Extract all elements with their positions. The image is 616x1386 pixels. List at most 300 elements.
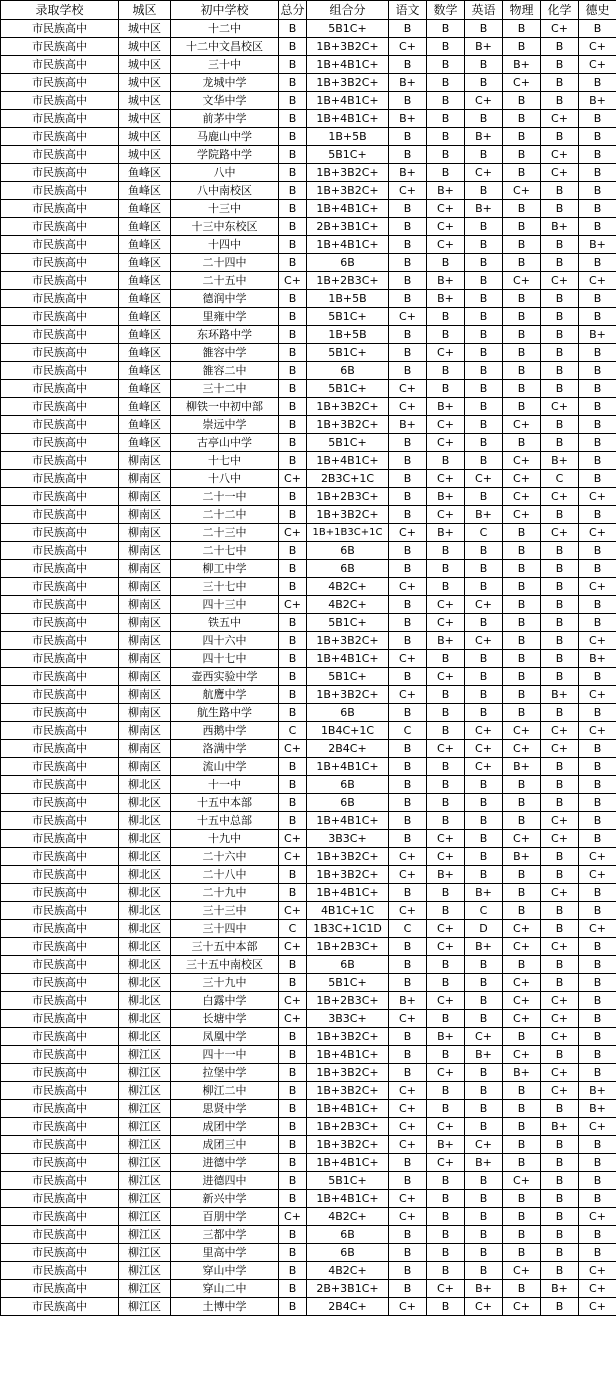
cell-english: C+ (465, 758, 503, 776)
cell-morality-history: C+ (579, 848, 616, 866)
cell-district: 鱼峰区 (119, 272, 171, 290)
cell-chemistry: B (541, 1100, 579, 1118)
cell-physics: B (503, 1100, 541, 1118)
cell-total: B (279, 1046, 307, 1064)
cell-chinese: C+ (389, 866, 427, 884)
table-row (1, 542, 616, 560)
cell-combo-score: 2B+3B1C+ (307, 1280, 389, 1298)
cell-combo-score: 1B+4B1C+ (307, 812, 389, 830)
cell-morality-history: B+ (579, 236, 616, 254)
cell-math: B (427, 650, 465, 668)
cell-english: D (465, 920, 503, 938)
table-row (1, 380, 616, 398)
cell-total: B (279, 866, 307, 884)
header-chinese: 语文 (389, 1, 427, 20)
cell-chinese: C+ (389, 686, 427, 704)
cell-physics: C+ (503, 1010, 541, 1028)
cell-combo-score: 1B+4B1C+ (307, 92, 389, 110)
cell-chinese: C+ (389, 1190, 427, 1208)
cell-physics: C+ (503, 1298, 541, 1316)
cell-total: B (279, 1244, 307, 1262)
cell-admission-school: 市民族高中 (1, 452, 119, 470)
cell-total: B (279, 1064, 307, 1082)
cell-admission-school: 市民族高中 (1, 398, 119, 416)
cell-middle-school: 十二中 (171, 20, 279, 38)
cell-morality-history: B (579, 1244, 616, 1262)
cell-middle-school: 三都中学 (171, 1226, 279, 1244)
cell-admission-school: 市民族高中 (1, 470, 119, 488)
cell-chemistry: B (541, 38, 579, 56)
cell-middle-school: 东环路中学 (171, 326, 279, 344)
cell-district: 柳江区 (119, 1208, 171, 1226)
cell-math: B (427, 1082, 465, 1100)
cell-middle-school: 进德中学 (171, 1154, 279, 1172)
cell-combo-score: 1B+3B2C+ (307, 848, 389, 866)
cell-chinese: B (389, 470, 427, 488)
cell-math: C+ (427, 1118, 465, 1136)
cell-physics: C+ (503, 488, 541, 506)
cell-chinese: B (389, 776, 427, 794)
cell-english: B (465, 272, 503, 290)
cell-combo-score: 1B+2B3C+ (307, 488, 389, 506)
cell-english: B+ (465, 38, 503, 56)
cell-morality-history: B (579, 812, 616, 830)
cell-physics: B (503, 38, 541, 56)
cell-chinese: B (389, 956, 427, 974)
cell-math: C+ (427, 1280, 465, 1298)
cell-combo-score: 2B4C+ (307, 740, 389, 758)
cell-chinese: B (389, 146, 427, 164)
cell-english: B (465, 146, 503, 164)
cell-physics: B (503, 704, 541, 722)
cell-chinese: B (389, 614, 427, 632)
cell-total: B (279, 92, 307, 110)
cell-admission-school: 市民族高中 (1, 848, 119, 866)
cell-middle-school: 三十二中 (171, 380, 279, 398)
cell-chinese: B (389, 560, 427, 578)
table-row (1, 326, 616, 344)
cell-math: C+ (427, 200, 465, 218)
table-row (1, 1064, 616, 1082)
cell-math: B (427, 758, 465, 776)
cell-physics: C+ (503, 740, 541, 758)
cell-chinese: B (389, 200, 427, 218)
cell-english: B (465, 452, 503, 470)
table-row (1, 866, 616, 884)
cell-morality-history: B (579, 1028, 616, 1046)
cell-english: B (465, 974, 503, 992)
cell-chinese: B (389, 938, 427, 956)
cell-morality-history: B (579, 992, 616, 1010)
cell-chinese: C+ (389, 650, 427, 668)
cell-district: 柳南区 (119, 650, 171, 668)
cell-physics: B (503, 650, 541, 668)
cell-district: 鱼峰区 (119, 218, 171, 236)
cell-math: B (427, 362, 465, 380)
cell-english: B (465, 776, 503, 794)
cell-math: B (427, 326, 465, 344)
cell-total: C+ (279, 830, 307, 848)
cell-morality-history: B (579, 956, 616, 974)
cell-combo-score: 1B+4B1C+ (307, 236, 389, 254)
cell-combo-score: 1B+4B1C+ (307, 884, 389, 902)
cell-combo-score: 1B+3B2C+ (307, 164, 389, 182)
cell-total: B (279, 1082, 307, 1100)
table-row (1, 686, 616, 704)
cell-chinese: B+ (389, 110, 427, 128)
cell-district: 柳江区 (119, 1280, 171, 1298)
cell-physics: B (503, 362, 541, 380)
cell-math: B (427, 74, 465, 92)
cell-chemistry: B (541, 1298, 579, 1316)
cell-english: B (465, 830, 503, 848)
cell-morality-history: C+ (579, 488, 616, 506)
cell-chinese: B (389, 740, 427, 758)
cell-math: B (427, 542, 465, 560)
cell-combo-score: 3B3C+ (307, 830, 389, 848)
cell-math: C+ (427, 740, 465, 758)
cell-chemistry: B (541, 668, 579, 686)
cell-district: 柳北区 (119, 830, 171, 848)
cell-physics: B (503, 1280, 541, 1298)
cell-middle-school: 四十一中 (171, 1046, 279, 1064)
cell-physics: B (503, 1244, 541, 1262)
table-row (1, 632, 616, 650)
cell-district: 柳江区 (119, 1118, 171, 1136)
cell-total: C+ (279, 848, 307, 866)
cell-total: B (279, 398, 307, 416)
cell-admission-school: 市民族高中 (1, 1046, 119, 1064)
cell-english: C+ (465, 632, 503, 650)
cell-physics: B (503, 1136, 541, 1154)
cell-total: B (279, 452, 307, 470)
cell-combo-score: 5B1C+ (307, 1172, 389, 1190)
cell-middle-school: 十四中 (171, 236, 279, 254)
table-row (1, 146, 616, 164)
cell-chemistry: B (541, 614, 579, 632)
cell-math: B (427, 92, 465, 110)
cell-english: B (465, 1118, 503, 1136)
cell-district: 柳北区 (119, 956, 171, 974)
cell-district: 鱼峰区 (119, 290, 171, 308)
cell-district: 城中区 (119, 128, 171, 146)
cell-district: 柳南区 (119, 668, 171, 686)
cell-combo-score: 1B+4B1C+ (307, 1190, 389, 1208)
cell-middle-school: 雒容二中 (171, 362, 279, 380)
cell-english: B (465, 398, 503, 416)
cell-combo-score: 6B (307, 362, 389, 380)
cell-math: C+ (427, 344, 465, 362)
table-row (1, 848, 616, 866)
cell-combo-score: 1B+3B2C+ (307, 398, 389, 416)
cell-morality-history: B (579, 254, 616, 272)
cell-district: 城中区 (119, 146, 171, 164)
cell-english: B (465, 1010, 503, 1028)
table-row (1, 1154, 616, 1172)
cell-morality-history: B (579, 902, 616, 920)
cell-chemistry: B (541, 578, 579, 596)
cell-total: C+ (279, 596, 307, 614)
cell-combo-score: 4B2C+ (307, 596, 389, 614)
cell-morality-history: B (579, 542, 616, 560)
cell-district: 鱼峰区 (119, 380, 171, 398)
cell-total: C (279, 722, 307, 740)
cell-admission-school: 市民族高中 (1, 488, 119, 506)
cell-combo-score: 1B+5B (307, 128, 389, 146)
cell-middle-school: 洛满中学 (171, 740, 279, 758)
cell-english: B (465, 650, 503, 668)
cell-chinese: B (389, 1046, 427, 1064)
cell-english: B (465, 218, 503, 236)
cell-middle-school: 长塘中学 (171, 1010, 279, 1028)
cell-physics: B (503, 1154, 541, 1172)
cell-english: B (465, 848, 503, 866)
table-row (1, 974, 616, 992)
cell-total: B (279, 812, 307, 830)
cell-math: B (427, 56, 465, 74)
cell-physics: B (503, 542, 541, 560)
table-row (1, 1190, 616, 1208)
cell-chemistry: C+ (541, 884, 579, 902)
cell-chemistry: B (541, 650, 579, 668)
cell-math: B+ (427, 488, 465, 506)
cell-admission-school: 市民族高中 (1, 1208, 119, 1226)
cell-middle-school: 二十四中 (171, 254, 279, 272)
cell-chemistry: B (541, 56, 579, 74)
cell-middle-school: 二十七中 (171, 542, 279, 560)
cell-chemistry: C+ (541, 272, 579, 290)
cell-middle-school: 二十三中 (171, 524, 279, 542)
cell-middle-school: 铁五中 (171, 614, 279, 632)
cell-chemistry: B (541, 416, 579, 434)
cell-district: 城中区 (119, 56, 171, 74)
cell-district: 柳南区 (119, 758, 171, 776)
table-row (1, 578, 616, 596)
cell-physics: B+ (503, 848, 541, 866)
cell-chemistry: B (541, 794, 579, 812)
cell-admission-school: 市民族高中 (1, 992, 119, 1010)
cell-chinese: B (389, 326, 427, 344)
cell-chemistry: B (541, 74, 579, 92)
cell-chinese: B (389, 434, 427, 452)
cell-admission-school: 市民族高中 (1, 74, 119, 92)
cell-english: B (465, 992, 503, 1010)
cell-chinese: B (389, 272, 427, 290)
cell-math: B (427, 1244, 465, 1262)
cell-english: B (465, 254, 503, 272)
cell-district: 柳南区 (119, 470, 171, 488)
cell-morality-history: B (579, 596, 616, 614)
cell-middle-school: 航鹰中学 (171, 686, 279, 704)
cell-math: C+ (427, 434, 465, 452)
cell-english: B (465, 668, 503, 686)
cell-chemistry: B (541, 1262, 579, 1280)
cell-combo-score: 2B4C+ (307, 1298, 389, 1316)
cell-middle-school: 古亭山中学 (171, 434, 279, 452)
cell-english: C+ (465, 1136, 503, 1154)
cell-total: B (279, 362, 307, 380)
cell-physics: C+ (503, 938, 541, 956)
cell-middle-school: 里雍中学 (171, 308, 279, 326)
cell-morality-history: B (579, 1226, 616, 1244)
cell-district: 柳南区 (119, 542, 171, 560)
cell-combo-score: 1B+1B3C+1C (307, 524, 389, 542)
cell-english: C+ (465, 470, 503, 488)
cell-middle-school: 十三中东校区 (171, 218, 279, 236)
header-admission-school: 录取学校 (1, 1, 119, 20)
table-row (1, 128, 616, 146)
cell-physics: B (503, 200, 541, 218)
cell-admission-school: 市民族高中 (1, 38, 119, 56)
cell-middle-school: 二十六中 (171, 848, 279, 866)
cell-chinese: B+ (389, 416, 427, 434)
cell-admission-school: 市民族高中 (1, 1280, 119, 1298)
cell-total: B (279, 1100, 307, 1118)
cell-total: C+ (279, 992, 307, 1010)
table-row (1, 164, 616, 182)
cell-math: B (427, 20, 465, 38)
cell-district: 柳江区 (119, 1244, 171, 1262)
cell-chinese: C+ (389, 848, 427, 866)
table-row (1, 722, 616, 740)
cell-combo-score: 1B+3B2C+ (307, 416, 389, 434)
cell-middle-school: 三十四中 (171, 920, 279, 938)
cell-combo-score: 1B+4B1C+ (307, 110, 389, 128)
table-row (1, 434, 616, 452)
cell-morality-history: C+ (579, 866, 616, 884)
cell-physics: B (503, 1118, 541, 1136)
cell-physics: C+ (503, 416, 541, 434)
cell-middle-school: 白露中学 (171, 992, 279, 1010)
cell-middle-school: 柳铁一中初中部 (171, 398, 279, 416)
cell-morality-history: B (579, 20, 616, 38)
cell-district: 柳南区 (119, 506, 171, 524)
cell-math: C+ (427, 416, 465, 434)
cell-middle-school: 二十二中 (171, 506, 279, 524)
cell-physics: C+ (503, 182, 541, 200)
cell-admission-school: 市民族高中 (1, 740, 119, 758)
cell-middle-school: 拉堡中学 (171, 1064, 279, 1082)
cell-chemistry: C (541, 470, 579, 488)
cell-combo-score: 1B+5B (307, 326, 389, 344)
cell-english: C+ (465, 1298, 503, 1316)
cell-district: 鱼峰区 (119, 254, 171, 272)
cell-middle-school: 崇远中学 (171, 416, 279, 434)
cell-combo-score: 4B2C+ (307, 578, 389, 596)
cell-morality-history: C+ (579, 1280, 616, 1298)
cell-chemistry: C+ (541, 830, 579, 848)
cell-district: 柳北区 (119, 974, 171, 992)
cell-chemistry: B (541, 92, 579, 110)
cell-english: B (465, 1262, 503, 1280)
cell-total: C (279, 920, 307, 938)
cell-combo-score: 1B4C+1C (307, 722, 389, 740)
table-row (1, 236, 616, 254)
cell-combo-score: 1B3C+1C1D (307, 920, 389, 938)
cell-middle-school: 二十九中 (171, 884, 279, 902)
cell-middle-school: 十八中 (171, 470, 279, 488)
cell-english: B (465, 1100, 503, 1118)
cell-morality-history: C+ (579, 686, 616, 704)
cell-math: B (427, 110, 465, 128)
cell-total: B (279, 182, 307, 200)
cell-morality-history: C+ (579, 632, 616, 650)
cell-math: B+ (427, 182, 465, 200)
table-row (1, 794, 616, 812)
cell-district: 鱼峰区 (119, 326, 171, 344)
cell-combo-score: 6B (307, 704, 389, 722)
cell-math: B (427, 974, 465, 992)
cell-chemistry: B (541, 704, 579, 722)
cell-english: B (465, 182, 503, 200)
cell-admission-school: 市民族高中 (1, 1262, 119, 1280)
cell-english: B (465, 308, 503, 326)
cell-total: C+ (279, 1010, 307, 1028)
cell-chinese: B (389, 1064, 427, 1082)
cell-morality-history: B+ (579, 1082, 616, 1100)
table-row (1, 668, 616, 686)
cell-total: B (279, 164, 307, 182)
cell-admission-school: 市民族高中 (1, 200, 119, 218)
cell-middle-school: 十三中 (171, 200, 279, 218)
table-row (1, 272, 616, 290)
cell-english: C+ (465, 722, 503, 740)
cell-district: 柳南区 (119, 578, 171, 596)
cell-physics: B (503, 884, 541, 902)
cell-chinese: C+ (389, 1208, 427, 1226)
cell-math: C+ (427, 1154, 465, 1172)
cell-district: 柳南区 (119, 524, 171, 542)
cell-math: C+ (427, 596, 465, 614)
cell-admission-school: 市民族高中 (1, 218, 119, 236)
cell-math: B+ (427, 1028, 465, 1046)
cell-middle-school: 十二中文昌校区 (171, 38, 279, 56)
table-row (1, 1298, 616, 1316)
cell-district: 柳南区 (119, 632, 171, 650)
cell-physics: C+ (503, 830, 541, 848)
cell-combo-score: 1B+3B2C+ (307, 1064, 389, 1082)
cell-admission-school: 市民族高中 (1, 776, 119, 794)
cell-total: B (279, 704, 307, 722)
cell-chemistry: B+ (541, 452, 579, 470)
cell-morality-history: B (579, 362, 616, 380)
cell-morality-history: B+ (579, 650, 616, 668)
cell-chemistry: B (541, 848, 579, 866)
cell-chinese: B (389, 290, 427, 308)
cell-chinese: B+ (389, 74, 427, 92)
cell-admission-school: 市民族高中 (1, 902, 119, 920)
cell-total: B (279, 1262, 307, 1280)
cell-combo-score: 4B2C+ (307, 1262, 389, 1280)
cell-admission-school: 市民族高中 (1, 938, 119, 956)
cell-physics: B (503, 1082, 541, 1100)
cell-morality-history: C+ (579, 1262, 616, 1280)
cell-total: B (279, 758, 307, 776)
table-row (1, 776, 616, 794)
cell-math: B (427, 1208, 465, 1226)
cell-total: B (279, 560, 307, 578)
cell-morality-history: C+ (579, 1208, 616, 1226)
cell-chemistry: B (541, 128, 579, 146)
cell-chemistry: C+ (541, 164, 579, 182)
cell-chinese: B (389, 488, 427, 506)
cell-combo-score: 1B+3B2C+ (307, 38, 389, 56)
cell-chinese: C+ (389, 524, 427, 542)
cell-chinese: B (389, 1280, 427, 1298)
table-row (1, 182, 616, 200)
cell-middle-school: 四十七中 (171, 650, 279, 668)
cell-morality-history: B (579, 398, 616, 416)
